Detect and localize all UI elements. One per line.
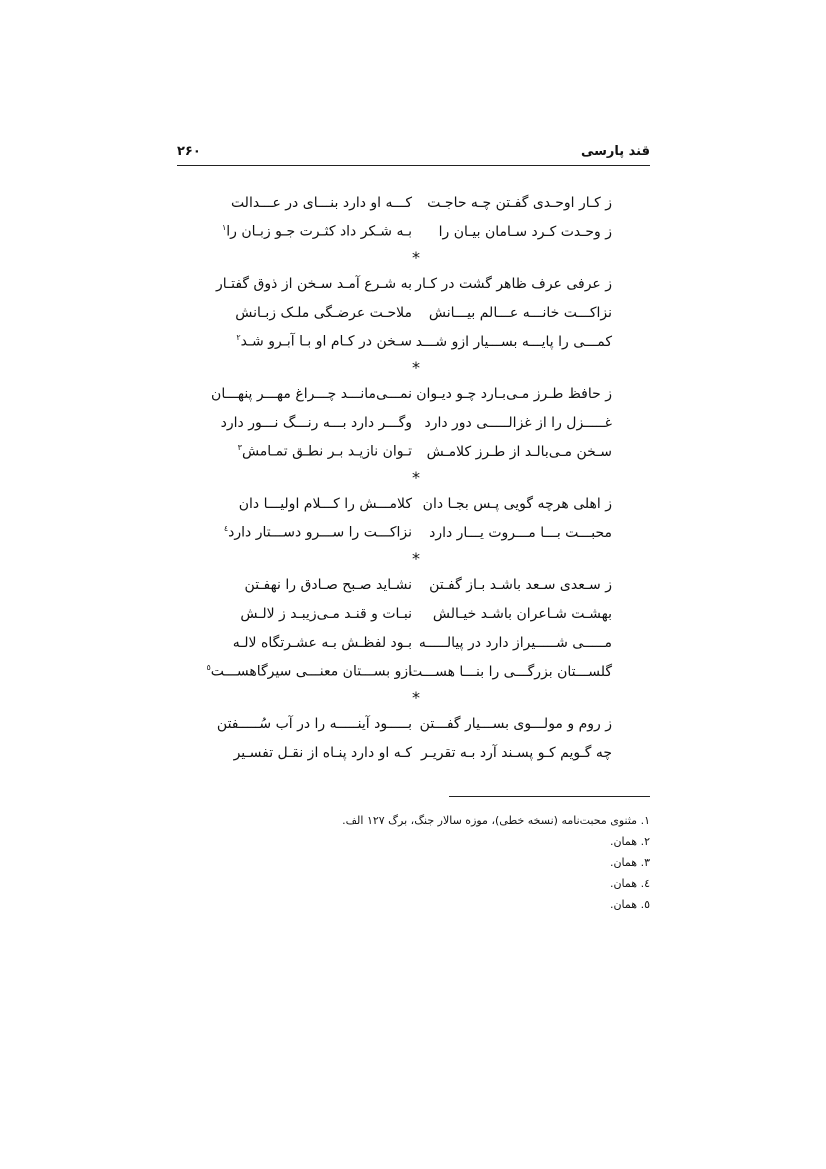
stanza — [216, 269, 612, 356]
stanza — [211, 379, 612, 466]
verse-line — [220, 738, 612, 767]
poem-body — [206, 188, 612, 767]
first-hemistich: گلســـتان بزرگـــی را بنـــا هســـت — [409, 663, 612, 680]
stanza-separator: * — [412, 248, 420, 267]
footnote-marker: ٤ — [223, 524, 229, 534]
first-hemistich: ز اهلی هرچه گویی پـس بجـا دان — [422, 495, 612, 512]
first-hemistich: نزاکـــت خانـــه عـــالم بیـــانش — [428, 304, 612, 321]
hemistich-text: نبـات و قنـد مـی‌زیبـد ز لالـش — [240, 605, 412, 622]
footnote-marker: ٥ — [206, 663, 211, 673]
stanza-separator: * — [412, 688, 420, 707]
first-hemistich: محبـــت بـــا مـــروت یـــار دارد — [429, 524, 612, 541]
hemistich-text: بـود لفظـش بـه عشـرتگاه لالـه — [232, 634, 412, 651]
hemistich-text: تـوان نازیـد بـر نطـق تمـامش — [241, 443, 412, 460]
footnote: ٥. همان. — [609, 898, 650, 911]
footnote: ۱. مثنوی محبت‌نامه (نسخه خطی)، موزه سالار جنگ، برگ ۱۲۷ الف. — [342, 814, 650, 827]
verse-line — [220, 408, 612, 437]
footnote: ۳. همان. — [609, 856, 650, 869]
stanza — [216, 709, 612, 767]
second-hemistich — [230, 194, 412, 211]
first-hemistich: چه گـویم کـو پسـند آرد بـه تقریـر — [421, 744, 612, 761]
second-hemistich — [242, 606, 412, 622]
second-hemistich — [223, 524, 412, 541]
verse-line — [220, 188, 612, 217]
second-hemistich — [235, 304, 412, 321]
running-title: قند پارسی — [580, 144, 650, 159]
verse-line — [220, 298, 612, 327]
stanza-separator: * — [412, 358, 420, 377]
second-hemistich — [232, 634, 412, 651]
hemistich-text: بـه شـکر داد کثـرت جـو زبـان را — [226, 223, 412, 240]
second-hemistich — [238, 495, 412, 512]
footnote: ۲. همان. — [609, 835, 650, 848]
first-hemistich: بهشـت شـاعران باشـد خیـالش — [432, 605, 612, 622]
stanza — [220, 489, 612, 547]
stanza-separator: * — [412, 549, 420, 568]
first-hemistich: مـــــی شـــــیراز دارد در پیالـــــه — [418, 634, 612, 651]
second-hemistich — [233, 744, 412, 761]
page-number: ۲۶۰ — [177, 144, 201, 159]
verse-line — [211, 379, 612, 408]
hemistich-text: وگـــر دارد بـــه رنـــگ نـــور دارد — [220, 414, 412, 431]
first-hemistich: سـخن مـی‌بالـد از طـرز کلامـش — [426, 443, 612, 460]
footnote-marker: ۱ — [222, 223, 227, 233]
footnotes — [300, 810, 650, 915]
second-hemistich — [242, 577, 412, 593]
hemistich-text: ملاحـت عرضـگی ملـک زبـانش — [235, 304, 412, 321]
verse-line — [220, 628, 612, 657]
hemistich-text: سـخن در کـام او بـا آبـرو شـد — [240, 333, 412, 350]
verse-line — [206, 657, 612, 686]
first-hemistich: ز عرفی عرف ظاهر گشت در کـار — [415, 275, 612, 292]
second-hemistich — [206, 663, 412, 680]
second-hemistich — [236, 333, 412, 350]
hemistich-text: ازو بســـتان معنـــی سیرگاهســـت — [210, 663, 412, 680]
second-hemistich — [216, 275, 412, 292]
first-hemistich: ز حافظ طـرز مـی‌بـارد چـو دیـوان — [416, 385, 612, 402]
verse-line — [220, 570, 612, 599]
second-hemistich — [237, 443, 412, 460]
footnote: ٤. همان. — [609, 877, 650, 890]
first-hemistich: کمـــی را پایـــه بســـیار ازو شـــد — [415, 333, 612, 350]
first-hemistich: غـــــزل را از غزالـــــی دور دارد — [424, 414, 612, 431]
page-header — [177, 138, 650, 166]
stanza — [206, 570, 612, 686]
first-hemistich: ز روم و مولـــوی بســـیار گفـــتن — [419, 715, 612, 732]
verse-line — [220, 599, 612, 628]
footnote-marker: ۲ — [236, 333, 241, 343]
verse-line — [220, 489, 612, 518]
footnote-marker: ۳ — [237, 443, 242, 453]
verse-line — [220, 217, 612, 246]
second-hemistich — [220, 414, 412, 431]
hemistich-text: کـــه او دارد بنـــای در عـــدالت — [230, 194, 412, 211]
stanza-separator: * — [412, 468, 420, 487]
hemistich-text: کلامـــش را کـــلام اولیـــا دان — [238, 495, 412, 512]
first-hemistich: ز کـار اوحـدی گفـتن چـه حاجـت — [427, 194, 612, 211]
hemistich-text: بـــــود آینـــــه را در آب سُـــــفتن — [216, 715, 412, 732]
hemistich-text: نمـــی‌مانـــد چـــراغ مهـــر پنهـــان — [211, 385, 412, 402]
verse-line — [216, 709, 612, 738]
header-rule — [177, 165, 650, 166]
hemistich-text: نزاکـــت را ســـرو دســـتار دارد — [228, 524, 412, 541]
second-hemistich — [216, 715, 412, 732]
first-hemistich: ز سـعدی سـعد باشـد بـاز گفـتن — [429, 576, 612, 593]
hemistich-text: کـه او دارد پنـاه از نقـل تفسـیر — [233, 744, 412, 761]
hemistich-text: به شـرع آمـد سـخن از ذوق گفتـار — [216, 275, 412, 292]
verse-line — [216, 269, 612, 298]
stanza — [220, 188, 612, 246]
verse-line — [220, 437, 612, 466]
footnote-rule — [449, 796, 650, 797]
verse-line — [220, 518, 612, 547]
first-hemistich: ز وحـدت کـرد سـامان بیـان را — [438, 223, 612, 240]
verse-line — [220, 327, 612, 356]
second-hemistich — [211, 385, 412, 402]
second-hemistich — [222, 223, 412, 240]
hemistich-text: نشـاید صـبح صـادق را نهفـتن — [244, 576, 412, 593]
